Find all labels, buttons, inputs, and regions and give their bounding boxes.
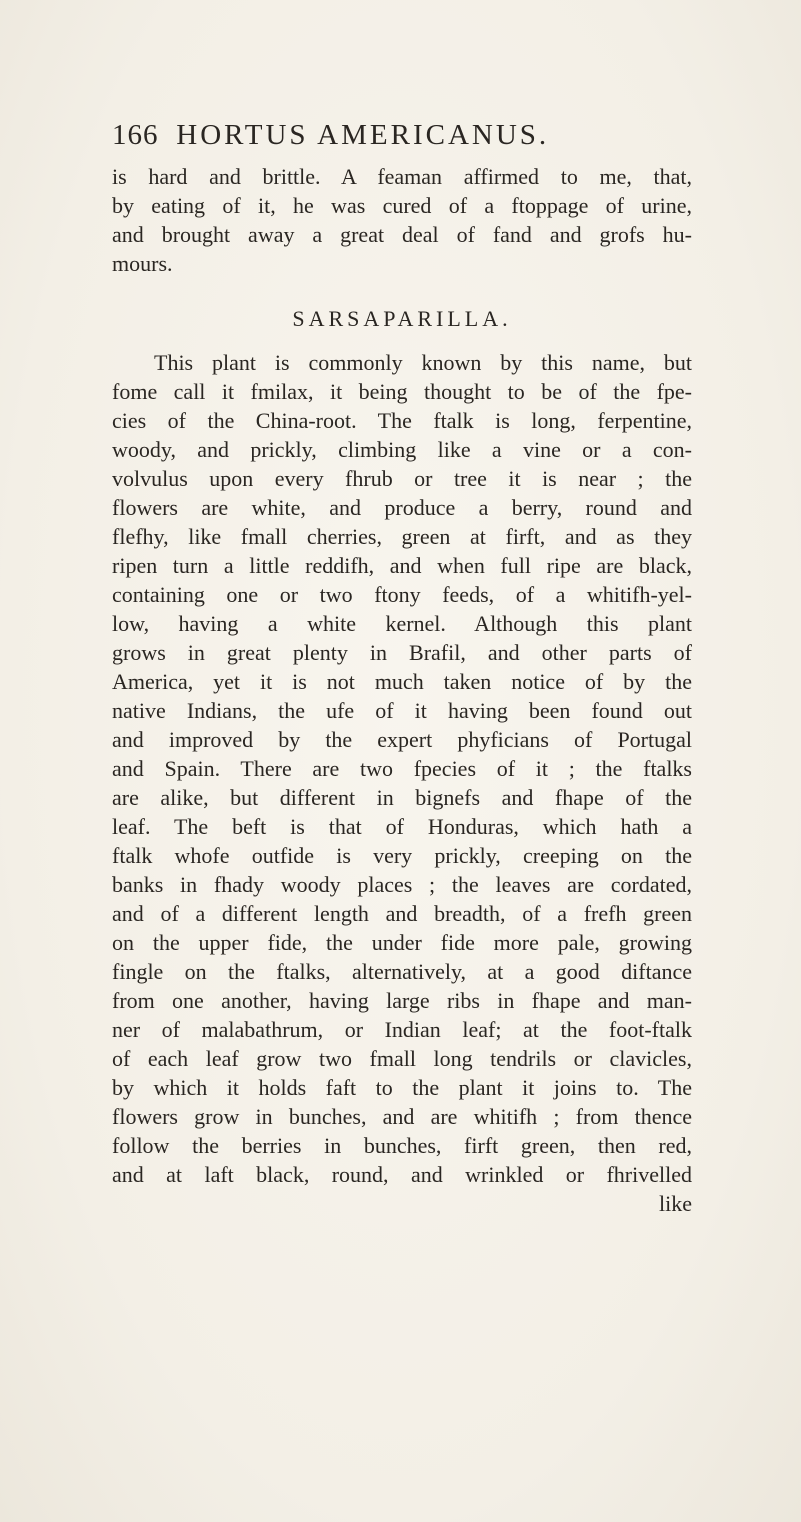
text-line: and at laft black, round, and wrinkled or fhrivelled [112, 1162, 692, 1187]
text-line: This plant is commonly known by this name, but [154, 350, 692, 375]
text-line: cies of the China-root. The ftalk is long, ferpentine, [112, 408, 692, 433]
text-line: by eating of it, he was cured of a ftoppage of urine, [112, 193, 692, 218]
page-number: 166 [112, 119, 159, 151]
text-line: flowers grow in bunches, and are whitifh ; from thence [112, 1104, 692, 1129]
text-line: and Spain. There are two fpecies of it ; the ftalks [112, 756, 692, 781]
text-line: ftalk whofe outfide is very prickly, creeping on the [112, 843, 692, 868]
text-line: of each leaf grow two fmall long tendrils or clavicles, [112, 1046, 692, 1071]
text-line: and brought away a great deal of fand and grofs hu- [112, 222, 692, 247]
text-line: banks in fhady woody places ; the leaves are cordated, [112, 872, 692, 897]
text-line: are alike, but different in bignefs and fhape of the [112, 785, 692, 810]
text-line: and of a different length and breadth, of a frefh green [112, 901, 692, 926]
text-line: low, having a white kernel. Although this plant [112, 611, 692, 636]
text-line: flefhy, like fmall cherries, green at firft, and as they [112, 524, 692, 549]
text-line: ner of malabathrum, or Indian leaf; at the foot-ftalk [112, 1017, 692, 1042]
text-line: on the upper fide, the under fide more pale, growing [112, 930, 692, 955]
catchword: like [659, 1191, 692, 1216]
text-line: from one another, having large ribs in fhape and man- [112, 988, 692, 1013]
text-line: mours. [112, 251, 173, 276]
text-line: woody, and prickly, climbing like a vine or a con- [112, 437, 692, 462]
text-line: leaf. The beft is that of Honduras, which hath a [112, 814, 692, 839]
section-heading: SARSAPARILLA. [292, 306, 512, 331]
text-line: and improved by the expert phyficians of Portugal [112, 727, 692, 752]
body-text [112, 162, 692, 1218]
text-line: follow the berries in bunches, firft green, then red, [112, 1133, 692, 1158]
text-line: flowers are white, and produce a berry, round and [112, 495, 692, 520]
text-line: fome call it fmilax, it being thought to be of the fpe- [112, 379, 692, 404]
running-head [112, 118, 692, 152]
text-line: containing one or two ftony feeds, of a whitifh-yel- [112, 582, 692, 607]
running-title: HORTUS AMERICANUS. [176, 119, 550, 151]
text-line: volvulus upon every fhrub or tree it is near ; the [112, 466, 692, 491]
text-line: is hard and brittle. A feaman affirmed to me, that, [112, 164, 692, 189]
text-line: grows in great plenty in Brafil, and other parts of [112, 640, 692, 665]
text-line: native Indians, the ufe of it having been found out [112, 698, 692, 723]
text-line: ripen turn a little reddifh, and when full ripe are black, [112, 553, 692, 578]
text-line: by which it holds faft to the plant it joins to. The [112, 1075, 692, 1100]
text-line: fingle on the ftalks, alternatively, at a good diftance [112, 959, 692, 984]
text-line: America, yet it is not much taken notice of by the [112, 669, 692, 694]
